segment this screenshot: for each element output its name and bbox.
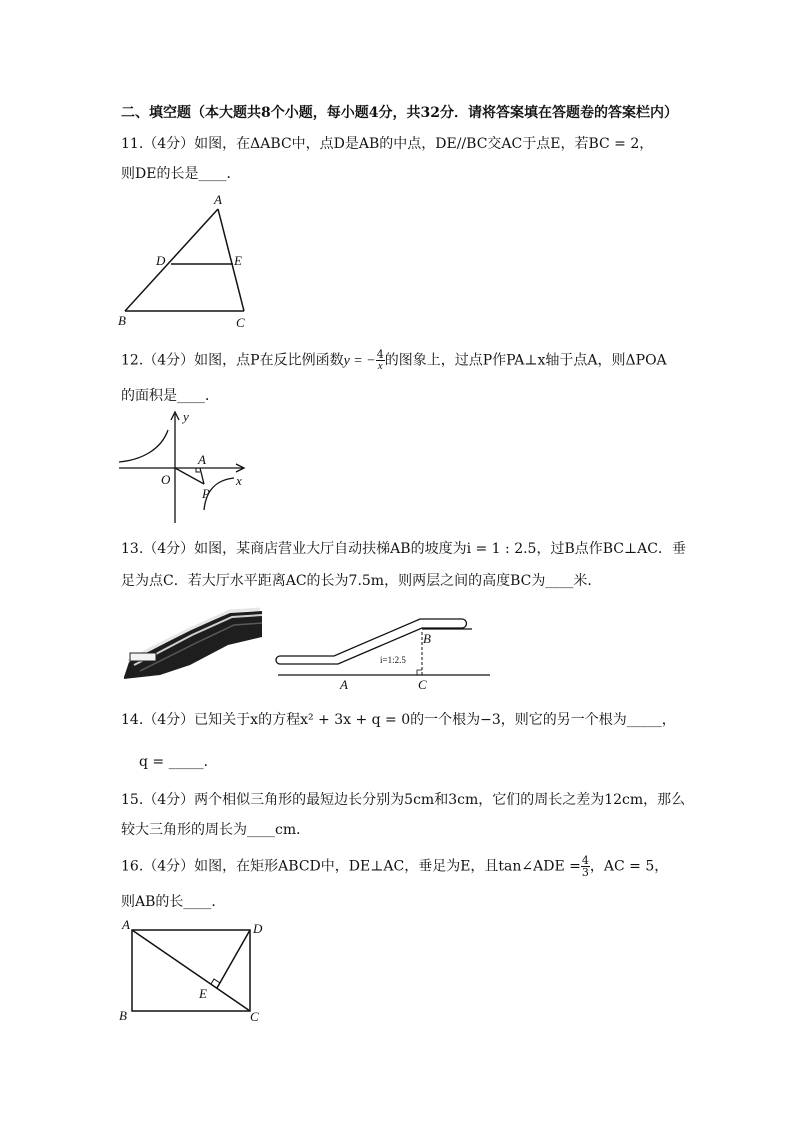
q12-label-y: y	[183, 409, 189, 424]
q12-frac-num: 4	[376, 348, 384, 361]
q11-line2: 则DE的长是____．	[121, 166, 241, 182]
q13-line2: 足为点C．若大厅水平距离AC的长为7.5m，则两层之间的高度BC为____米．	[121, 573, 602, 589]
q13-escalator-diagram	[272, 612, 494, 692]
q12-func-lhs: y = −	[343, 353, 376, 369]
q11-triangle-figure	[110, 192, 280, 332]
q16-line1-a: 16.（4分）如图，在矩形ABCD中，DE⊥AC，垂足为E，且tan∠ADE =	[121, 858, 581, 875]
q12-frac-den: x	[377, 360, 383, 372]
q13-line1: 13.（4分）如图，某商店营业大厅自动扶梯AB的坡度为i = 1 : 2.5，过B点作BC⊥AC．垂	[121, 541, 687, 557]
q12-label-O: O	[161, 472, 171, 487]
q12-fraction	[376, 349, 385, 372]
q12-line2: 的面积是____．	[121, 388, 219, 404]
q16-label-B: B	[119, 1008, 127, 1023]
q11-label-E: E	[234, 253, 242, 268]
q11-line1: 11.（4分）如图，在ΔABC中，点D是AB的中点，DE//BC交AC于点E，若BC = 2，	[121, 136, 654, 152]
q16-fraction	[581, 855, 590, 878]
q16-label-C: C	[250, 1009, 259, 1024]
q12-label-x: x	[236, 473, 242, 488]
q13-label-B: B	[423, 631, 431, 646]
q12-line1	[121, 349, 667, 372]
q11-label-D: D	[156, 253, 166, 268]
q11-label-A: A	[214, 192, 222, 207]
q16-label-A: A	[122, 917, 130, 932]
q13-label-A: A	[340, 677, 348, 692]
q14-line1: 14.（4分）已知关于x的方程x² + 3x + q = 0的一个根为−3，则它的另一个根为_____，	[121, 712, 676, 728]
q16-line1-b: ，AC = 5，	[589, 858, 669, 875]
section-title: 二、填空题（本大题共8个小题，每小题4分，共32分．请将答案填在答题卷的答案栏内）	[121, 105, 678, 121]
q16-frac-num: 4	[581, 854, 589, 867]
q15-line1: 15.（4分）两个相似三角形的最短边长分别为5cm和3cm，它们的周长之差为12cm，那么	[121, 792, 686, 808]
q14-line2: q = _____．	[139, 754, 218, 770]
q15-line2: 较大三角形的周长为____cm．	[121, 822, 311, 838]
q11-label-C: C	[236, 315, 245, 330]
q16-frac-den: 3	[581, 866, 589, 879]
q16-label-D: D	[253, 921, 263, 936]
q16-label-E: E	[199, 986, 207, 1001]
q12-line1-a: 12.（4分）如图，点P在反比例函数	[121, 352, 344, 369]
q12-label-P: P	[202, 486, 210, 501]
q16-rectangle-figure	[114, 916, 274, 1026]
q16-line2: 则AB的长____．	[121, 894, 226, 910]
q13-label-C: C	[418, 677, 427, 692]
q12-label-A: A	[198, 452, 206, 467]
escalator-photo	[120, 607, 268, 682]
q12-hyperbola-figure	[116, 406, 256, 526]
q11-label-B: B	[118, 313, 126, 328]
q16-line1	[121, 855, 668, 878]
q12-line1-c: 的图象上，过点P作PA⊥x轴于点A，则ΔPOA	[384, 352, 667, 369]
q13-slope-label: i=1:2.5	[380, 655, 406, 665]
